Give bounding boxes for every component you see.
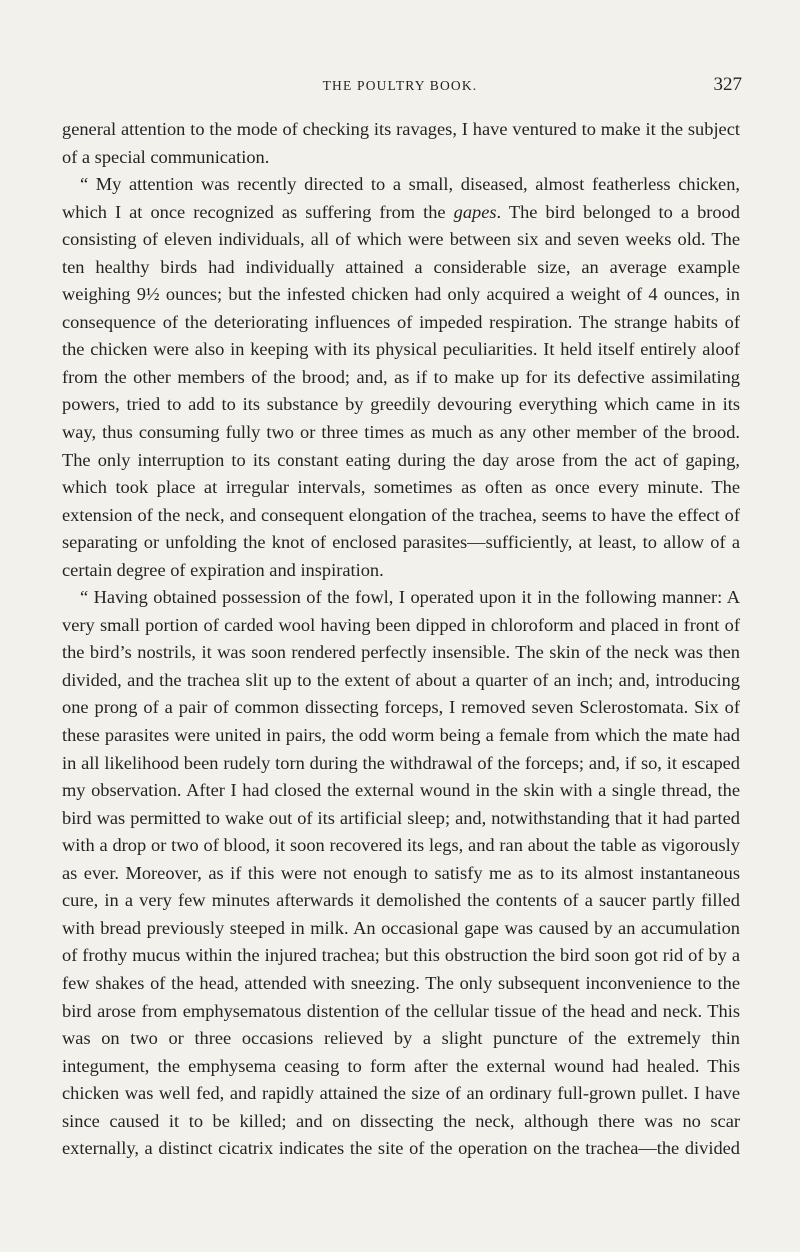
paragraph-1: general attention to the mode of checking its ravages, I have ventured to make it the subject of a special communication.: [62, 119, 740, 167]
running-head: [0, 74, 800, 98]
page-number: 327: [713, 74, 742, 95]
paragraph-2: [62, 171, 740, 584]
body-text: [62, 116, 740, 1163]
paragraph-3: “ Having obtained possession of the fowl, I operated upon it in the following manner: A very small portion of carded wool having been dipped in chloroform and placed in front of the bird’s nostrils, it was soon rendered perfectly insensible. The skin of the neck was then divided, and the trachea slit up to the extent of about a quarter of an inch; and, introducing one prong of a pair of common dissecting forceps, I removed seven Sclerostomata. Six of these parasites were united in pairs, the odd worm being a female from which the mate had in all likelihood been rudely torn during the withdrawal of the forceps; and, if so, it escaped my observation. After I had closed the external wound in the skin with a single thread, the bird was permitted to wake out of its artificial sleep; and, notwithstanding that it had parted with a drop or two of blood, it soon recovered its legs, and ran about the table as vigorously as ever. Moreover, as if this were not enough to satisfy me as to its almost instantaneous cure, in a very few minutes afterwards it demolished the contents of a saucer partly filled with bread previously steeped in milk. An occasional gape was caused by an accumulation of frothy mucus within the injured trachea; but this obstruction the bird soon got rid of by a few shakes of the head, attended with sneezing. The only subsequent inconvenience to the bird arose from emphysematous distention of the cellular tissue of the head and neck. This was on two or three occasions relieved by a slight puncture of the extremely thin integument, the emphysema ceasing to form after the external wound had healed. This chicken was well fed, and rapidly attained the size of an ordinary full-grown pullet. I have since caused it to be killed; and on dissecting the neck, although there was no scar externally, a distinct cicatrix indicates the site of the operation on the trachea—the divided: [62, 587, 740, 1159]
gapes-term: gapes: [453, 201, 497, 222]
paragraph-2-rest: . The bird belonged to a brood consisting of eleven individuals, all of which were between six and seven weeks old. The ten healthy birds had individually attained a considerable size, an average example weighing 9½ ounces; but the infested chicken had only acquired a weight of 4 ounces, in consequence of the deteriorating influences of impeded respiration. The strange habits of the chicken were also in keeping with its physical peculiarities. It held itself entirely aloof from the other members of the brood; and, as if to make up for its defective assimilating powers, tried to add to its substance by greedily devouring everything which came in its way, thus consuming fully two or three times as much as any other member of the brood. The only interruption to its constant eating during the day arose from the act of gaping, which took place at irregular intervals, sometimes as often as once every minute. The extension of the neck, and consequent elongation of the trachea, seems to have the effect of separating or unfolding the knot of enclosed parasites—sufficiently, at least, to allow of a certain degree of expiration and inspiration.: [62, 201, 740, 580]
running-title: THE POULTRY BOOK.: [322, 78, 478, 93]
paragraph-2-start: “ My attention was recently directed to a small, diseased, almost featherless chicken, which I at once recognized as suffering from the: [62, 174, 740, 222]
